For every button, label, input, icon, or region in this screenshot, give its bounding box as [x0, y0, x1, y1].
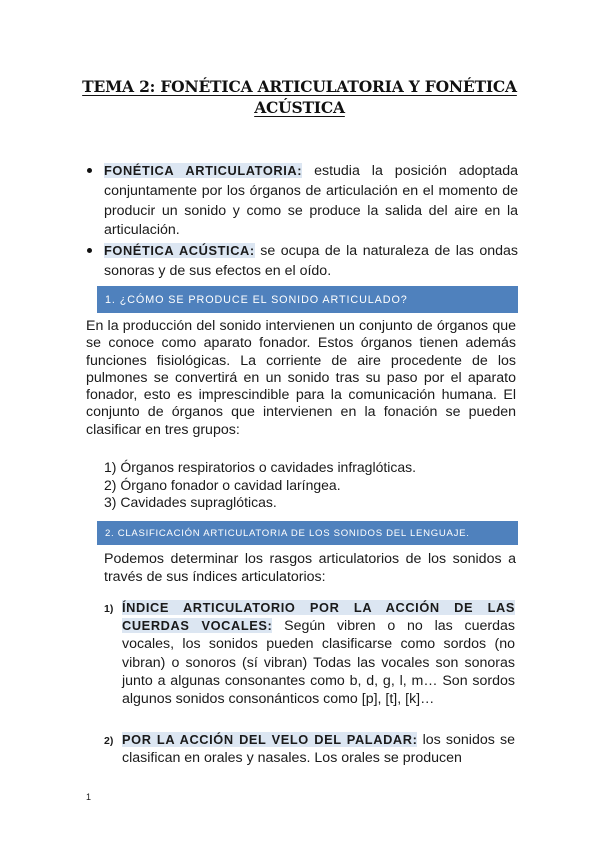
- title-line-2: ACÚSTICA: [254, 98, 345, 117]
- title-line-1: TEMA 2: FONÉTICA ARTICULATORIA Y FONÉTICA: [82, 77, 517, 96]
- section-2-intro: Podemos determinar los rasgos articulatorios de los sonidos a través de sus índices articulatorios:: [104, 551, 516, 585]
- term-highlight: POR LA ACCIÓN DEL VELO DEL PALADAR:: [122, 732, 418, 747]
- list-item: [104, 241, 518, 282]
- term-highlight: FONÉTICA ARTICULATORIA:: [104, 163, 303, 178]
- definition-list: [104, 161, 518, 282]
- definition-text: estudia la posición adoptada conjuntamente por los órganos de articulación en el momento de producir un sonido y como se produce la salida del aire en la articulación.: [104, 163, 518, 239]
- page-title: [60, 76, 539, 118]
- section-1-paragraph: En la producción del sonido intervienen un conjunto de órganos que se conoce como aparato fonador. Estos órganos tienen además funciones fisiológicas. La corriente de aire procedente de los pulmones se convertirá en un sonido tras su paso por el aparato fonador, esto es imprescindible para la comunicación humana. El conjunto de órganos que intervienen en la fonación se pueden clasificar en tres grupos:: [86, 318, 516, 438]
- term-highlight: ÍNDICE ARTICULATORIO POR LA ACCIÓN DE LAS CUERDAS VOCALES:: [122, 600, 515, 634]
- list-item: 3) Cavidades supraglóticas.: [104, 494, 277, 511]
- page-number: 1: [86, 792, 92, 802]
- item-number: 1): [104, 603, 114, 615]
- item-number: 2): [104, 735, 114, 747]
- index-item-1: [122, 599, 515, 708]
- list-item: 1) Órganos respiratorios o cavidades infraglóticas.: [104, 459, 417, 475]
- section-heading-2: 2. CLASIFICACIÓN ARTICULATORIA DE LOS SONIDOS DEL LENGUAJE.: [97, 521, 518, 545]
- section-heading-1: 1. ¿CÓMO SE PRODUCE EL SONIDO ARTICULADO?: [97, 286, 518, 313]
- index-item-2: [122, 731, 515, 767]
- item-text: Según vibren o no las cuerdas vocales, los sonidos pueden clasificarse como sordos (no vibran) o sonoros (sí vibran) Todas las vocales son sonoras junto a algunas consonantes como b, d, g, l, m… Son sordos algunos sonidos consonánticos como [p], [t], [k]…: [122, 618, 515, 708]
- list-item: 2) Órgano fonador o cavidad laríngea.: [104, 476, 341, 493]
- definition-text: se ocupa de la naturaleza de las ondas sonoras y de sus efectos en el oído.: [104, 243, 519, 279]
- item-text: los sonidos se clasifican en orales y nasales. Los orales se producen: [122, 732, 515, 767]
- term-highlight: FONÉTICA ACÚSTICA:: [104, 243, 255, 259]
- list-item: [104, 161, 518, 241]
- organ-groups-list: [104, 459, 416, 512]
